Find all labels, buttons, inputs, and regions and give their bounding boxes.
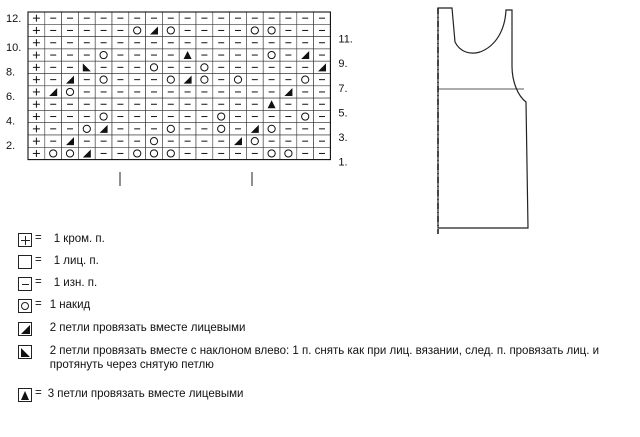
edge-stitch-cell bbox=[28, 98, 45, 110]
purl-cell bbox=[246, 86, 263, 98]
purl-cell bbox=[213, 74, 230, 86]
purl-cell bbox=[246, 37, 263, 49]
purl-cell bbox=[246, 74, 263, 86]
yarn-over-cell bbox=[129, 24, 146, 36]
purl-cell bbox=[230, 24, 247, 36]
yarn-over-cell bbox=[162, 123, 179, 135]
legend-text-knit: 1 лиц. п. bbox=[53, 255, 99, 267]
purl-cell bbox=[314, 98, 331, 110]
purl-cell bbox=[280, 24, 297, 36]
purl-cell bbox=[297, 61, 314, 73]
yarn-over-cell bbox=[263, 24, 280, 36]
purl-cell bbox=[78, 24, 95, 36]
right-row-number: 5. bbox=[338, 107, 348, 120]
purl-cell bbox=[179, 61, 196, 73]
k2tog-cell bbox=[45, 86, 62, 98]
edge-stitch-cell bbox=[28, 74, 45, 86]
purl-cell bbox=[179, 12, 196, 24]
edge-stitch-cell bbox=[28, 135, 45, 147]
purl-cell bbox=[246, 98, 263, 110]
purl-cell bbox=[230, 12, 247, 24]
purl-cell bbox=[314, 135, 331, 147]
purl-cell bbox=[263, 74, 280, 86]
purl-cell bbox=[129, 74, 146, 86]
garment-schematic bbox=[420, 0, 640, 240]
purl-cell bbox=[196, 98, 213, 110]
purl-cell bbox=[112, 49, 129, 61]
purl-cell bbox=[314, 49, 331, 61]
legend-text-k3tog: 3 петли провязать вместе лицевыми bbox=[47, 388, 244, 400]
purl-cell bbox=[297, 37, 314, 49]
purl-cell bbox=[280, 37, 297, 49]
k2tog-cell bbox=[146, 24, 163, 36]
legend-text-ssk: 2 петли провязать вместе с наклоном влево: 1 п. снять как при лиц. вязании, след. п. провязать лиц. и протянуть через снятую петлю bbox=[49, 345, 600, 371]
knit-stitch-icon bbox=[18, 255, 32, 269]
k2tog-cell bbox=[246, 123, 263, 135]
right-row-number: 3. bbox=[338, 132, 348, 144]
purl-cell bbox=[297, 86, 314, 98]
purl-cell bbox=[162, 110, 179, 122]
edge-stitch-cell bbox=[28, 24, 45, 36]
purl-cell bbox=[263, 37, 280, 49]
purl-cell bbox=[196, 123, 213, 135]
purl-cell bbox=[45, 24, 62, 36]
purl-stitch-icon bbox=[18, 277, 32, 291]
purl-cell bbox=[213, 61, 230, 73]
purl-cell bbox=[129, 12, 146, 24]
purl-cell bbox=[280, 74, 297, 86]
purl-cell bbox=[129, 110, 146, 122]
purl-cell bbox=[62, 98, 79, 110]
purl-cell bbox=[112, 147, 129, 159]
purl-cell bbox=[230, 110, 247, 122]
purl-cell bbox=[162, 37, 179, 49]
k2tog-cell bbox=[95, 123, 112, 135]
edge-stitch-cell bbox=[28, 86, 45, 98]
purl-cell bbox=[230, 86, 247, 98]
purl-cell bbox=[230, 37, 247, 49]
legend-eq: = bbox=[35, 298, 42, 310]
purl-cell bbox=[146, 123, 163, 135]
yarn-over-cell bbox=[297, 74, 314, 86]
yarn-over-cell bbox=[196, 61, 213, 73]
purl-cell bbox=[314, 37, 331, 49]
purl-cell bbox=[314, 110, 331, 122]
purl-cell bbox=[314, 86, 331, 98]
k2tog-cell bbox=[62, 135, 79, 147]
purl-cell bbox=[263, 135, 280, 147]
purl-cell bbox=[280, 98, 297, 110]
purl-cell bbox=[280, 110, 297, 122]
purl-cell bbox=[45, 61, 62, 73]
yarn-over-cell bbox=[162, 24, 179, 36]
purl-cell bbox=[213, 147, 230, 159]
yarn-over-cell bbox=[263, 147, 280, 159]
k2tog-icon bbox=[18, 322, 32, 336]
yarn-over-cell bbox=[213, 123, 230, 135]
purl-cell bbox=[129, 98, 146, 110]
edge-stitch-cell bbox=[28, 37, 45, 49]
purl-cell bbox=[162, 12, 179, 24]
edge-stitch-cell bbox=[28, 147, 45, 159]
yarn-over-cell bbox=[45, 147, 62, 159]
purl-cell bbox=[230, 123, 247, 135]
purl-cell bbox=[230, 61, 247, 73]
purl-cell bbox=[62, 49, 79, 61]
legend-text-edge: 1 кром. п. bbox=[53, 233, 105, 245]
k2tog-cell bbox=[230, 135, 247, 147]
purl-cell bbox=[45, 110, 62, 122]
purl-cell bbox=[263, 110, 280, 122]
purl-cell bbox=[78, 98, 95, 110]
purl-cell bbox=[129, 135, 146, 147]
purl-cell bbox=[179, 147, 196, 159]
purl-cell bbox=[314, 74, 331, 86]
left-row-number: 12. bbox=[6, 13, 22, 26]
right-row-number: 9. bbox=[338, 58, 348, 71]
purl-cell bbox=[95, 86, 112, 98]
purl-cell bbox=[112, 12, 129, 24]
purl-cell bbox=[146, 98, 163, 110]
purl-cell bbox=[280, 49, 297, 61]
purl-cell bbox=[196, 110, 213, 122]
purl-cell bbox=[179, 24, 196, 36]
purl-cell bbox=[280, 12, 297, 24]
purl-cell bbox=[297, 135, 314, 147]
left-row-number: 8. bbox=[6, 66, 16, 79]
purl-cell bbox=[263, 86, 280, 98]
legend-row-yarnover bbox=[18, 298, 90, 313]
purl-cell bbox=[45, 123, 62, 135]
k2tog-cell bbox=[314, 61, 331, 73]
legend-text-k2tog: 2 петли провязать вместе лицевыми bbox=[49, 322, 246, 334]
purl-cell bbox=[297, 24, 314, 36]
k2tog-cell bbox=[179, 74, 196, 86]
yarn-over-cell bbox=[162, 147, 179, 159]
purl-cell bbox=[196, 49, 213, 61]
yarn-over-cell bbox=[280, 147, 297, 159]
purl-cell bbox=[213, 12, 230, 24]
purl-cell bbox=[246, 12, 263, 24]
purl-cell bbox=[95, 24, 112, 36]
purl-cell bbox=[297, 12, 314, 24]
knitting-chart bbox=[0, 0, 400, 200]
left-row-number: 2. bbox=[6, 140, 16, 153]
garment-outline bbox=[438, 8, 528, 228]
purl-cell bbox=[230, 49, 247, 61]
purl-cell bbox=[95, 98, 112, 110]
right-row-number: 1. bbox=[338, 156, 348, 169]
yarn-over-cell bbox=[162, 74, 179, 86]
purl-cell bbox=[45, 37, 62, 49]
purl-cell bbox=[246, 110, 263, 122]
purl-cell bbox=[129, 61, 146, 73]
purl-cell bbox=[314, 123, 331, 135]
chart-grid bbox=[28, 12, 330, 160]
purl-cell bbox=[162, 135, 179, 147]
purl-cell bbox=[45, 49, 62, 61]
purl-cell bbox=[146, 12, 163, 24]
yarn-over-cell bbox=[95, 74, 112, 86]
yarn-over-cell bbox=[95, 49, 112, 61]
purl-cell bbox=[162, 98, 179, 110]
purl-cell bbox=[78, 12, 95, 24]
yarn-over-cell bbox=[146, 61, 163, 73]
purl-cell bbox=[280, 61, 297, 73]
legend-row-ssk bbox=[18, 344, 633, 372]
purl-cell bbox=[146, 110, 163, 122]
purl-cell bbox=[146, 49, 163, 61]
legend-eq: = bbox=[35, 387, 42, 399]
right-row-numbers bbox=[338, 34, 352, 169]
purl-cell bbox=[45, 135, 62, 147]
purl-cell bbox=[95, 135, 112, 147]
purl-cell bbox=[45, 12, 62, 24]
purl-cell bbox=[129, 123, 146, 135]
purl-cell bbox=[213, 98, 230, 110]
yarn-over-cell bbox=[95, 110, 112, 122]
purl-cell bbox=[129, 49, 146, 61]
purl-cell bbox=[112, 86, 129, 98]
purl-cell bbox=[179, 123, 196, 135]
purl-cell bbox=[112, 110, 129, 122]
legend-row-edge bbox=[18, 232, 105, 247]
purl-cell bbox=[112, 98, 129, 110]
purl-cell bbox=[112, 24, 129, 36]
legend-row-k2tog bbox=[18, 321, 245, 336]
purl-cell bbox=[196, 86, 213, 98]
purl-cell bbox=[196, 37, 213, 49]
left-row-number: 10. bbox=[6, 41, 22, 54]
purl-cell bbox=[213, 86, 230, 98]
edge-stitch-cell bbox=[28, 12, 45, 24]
purl-cell bbox=[78, 74, 95, 86]
purl-cell bbox=[314, 24, 331, 36]
purl-cell bbox=[162, 61, 179, 73]
purl-cell bbox=[95, 12, 112, 24]
purl-cell bbox=[314, 12, 331, 24]
purl-cell bbox=[78, 49, 95, 61]
purl-cell bbox=[62, 110, 79, 122]
yarn-over-cell bbox=[146, 135, 163, 147]
purl-cell bbox=[162, 86, 179, 98]
purl-cell bbox=[129, 86, 146, 98]
legend-text-purl: 1 изн. п. bbox=[53, 277, 98, 289]
k2tog-cell bbox=[62, 74, 79, 86]
purl-cell bbox=[45, 74, 62, 86]
k3tog-cell bbox=[179, 49, 196, 61]
purl-cell bbox=[62, 61, 79, 73]
purl-cell bbox=[179, 135, 196, 147]
purl-cell bbox=[213, 49, 230, 61]
legend-eq: = bbox=[35, 254, 42, 266]
legend-row-purl bbox=[18, 276, 97, 291]
yarn-over-cell bbox=[246, 135, 263, 147]
purl-cell bbox=[62, 12, 79, 24]
legend-eq: = bbox=[35, 276, 42, 288]
edge-stitch-cell bbox=[28, 61, 45, 73]
yarn-over-cell bbox=[230, 74, 247, 86]
purl-cell bbox=[196, 12, 213, 24]
edge-stitch-icon bbox=[18, 233, 32, 247]
purl-cell bbox=[78, 37, 95, 49]
purl-cell bbox=[280, 123, 297, 135]
purl-cell bbox=[112, 37, 129, 49]
yarn-over-cell bbox=[213, 110, 230, 122]
purl-cell bbox=[230, 147, 247, 159]
purl-cell bbox=[78, 110, 95, 122]
yarn-over-cell bbox=[196, 74, 213, 86]
edge-stitch-cell bbox=[28, 49, 45, 61]
purl-cell bbox=[95, 37, 112, 49]
purl-cell bbox=[297, 98, 314, 110]
right-row-number: 7. bbox=[338, 82, 348, 95]
purl-cell bbox=[263, 12, 280, 24]
purl-cell bbox=[179, 110, 196, 122]
purl-cell bbox=[297, 147, 314, 159]
k2tog-cell bbox=[280, 86, 297, 98]
purl-cell bbox=[146, 37, 163, 49]
purl-cell bbox=[263, 61, 280, 73]
purl-cell bbox=[78, 135, 95, 147]
purl-cell bbox=[246, 147, 263, 159]
purl-cell bbox=[213, 24, 230, 36]
purl-cell bbox=[62, 123, 79, 135]
ssk-icon bbox=[18, 345, 32, 359]
left-row-number: 6. bbox=[6, 90, 16, 103]
yarn-over-cell bbox=[246, 24, 263, 36]
purl-cell bbox=[95, 61, 112, 73]
legend-row-k3tog bbox=[18, 387, 243, 402]
edge-stitch-cell bbox=[28, 123, 45, 135]
purl-cell bbox=[179, 86, 196, 98]
yarn-over-cell bbox=[129, 147, 146, 159]
purl-cell bbox=[179, 37, 196, 49]
purl-cell bbox=[246, 61, 263, 73]
legend-text-yarnover: 1 накид bbox=[49, 299, 91, 311]
purl-cell bbox=[112, 61, 129, 73]
purl-cell bbox=[112, 123, 129, 135]
yarn-over-cell bbox=[78, 123, 95, 135]
purl-cell bbox=[213, 135, 230, 147]
purl-cell bbox=[196, 24, 213, 36]
purl-cell bbox=[146, 86, 163, 98]
k3tog-cell bbox=[263, 98, 280, 110]
purl-cell bbox=[112, 74, 129, 86]
yarn-over-cell bbox=[62, 86, 79, 98]
k2tog-cell bbox=[78, 147, 95, 159]
purl-cell bbox=[213, 37, 230, 49]
purl-cell bbox=[297, 123, 314, 135]
edge-stitch-cell bbox=[28, 110, 45, 122]
left-row-number: 4. bbox=[6, 115, 16, 128]
purl-cell bbox=[78, 86, 95, 98]
purl-cell bbox=[129, 37, 146, 49]
purl-cell bbox=[146, 74, 163, 86]
k3tog-icon bbox=[18, 388, 32, 402]
purl-cell bbox=[196, 147, 213, 159]
yarn-over-cell bbox=[263, 49, 280, 61]
purl-cell bbox=[246, 49, 263, 61]
purl-cell bbox=[196, 135, 213, 147]
legend-row-knit bbox=[18, 254, 99, 269]
purl-cell bbox=[95, 147, 112, 159]
purl-cell bbox=[230, 98, 247, 110]
yarn-over-cell bbox=[263, 123, 280, 135]
purl-cell bbox=[280, 135, 297, 147]
k2tog-cell bbox=[297, 49, 314, 61]
purl-cell bbox=[112, 135, 129, 147]
purl-cell bbox=[45, 98, 62, 110]
yarn-over-cell bbox=[297, 110, 314, 122]
left-row-numbers bbox=[6, 13, 21, 152]
purl-cell bbox=[179, 98, 196, 110]
purl-cell bbox=[62, 24, 79, 36]
legend-eq: = bbox=[35, 232, 42, 244]
yarn-over-cell bbox=[62, 147, 79, 159]
right-row-number: 11. bbox=[338, 33, 353, 46]
yarn-over-icon bbox=[18, 299, 32, 313]
purl-cell bbox=[62, 37, 79, 49]
purl-cell bbox=[314, 147, 331, 159]
ssk-cell bbox=[78, 61, 95, 73]
yarn-over-cell bbox=[146, 147, 163, 159]
purl-cell bbox=[162, 49, 179, 61]
